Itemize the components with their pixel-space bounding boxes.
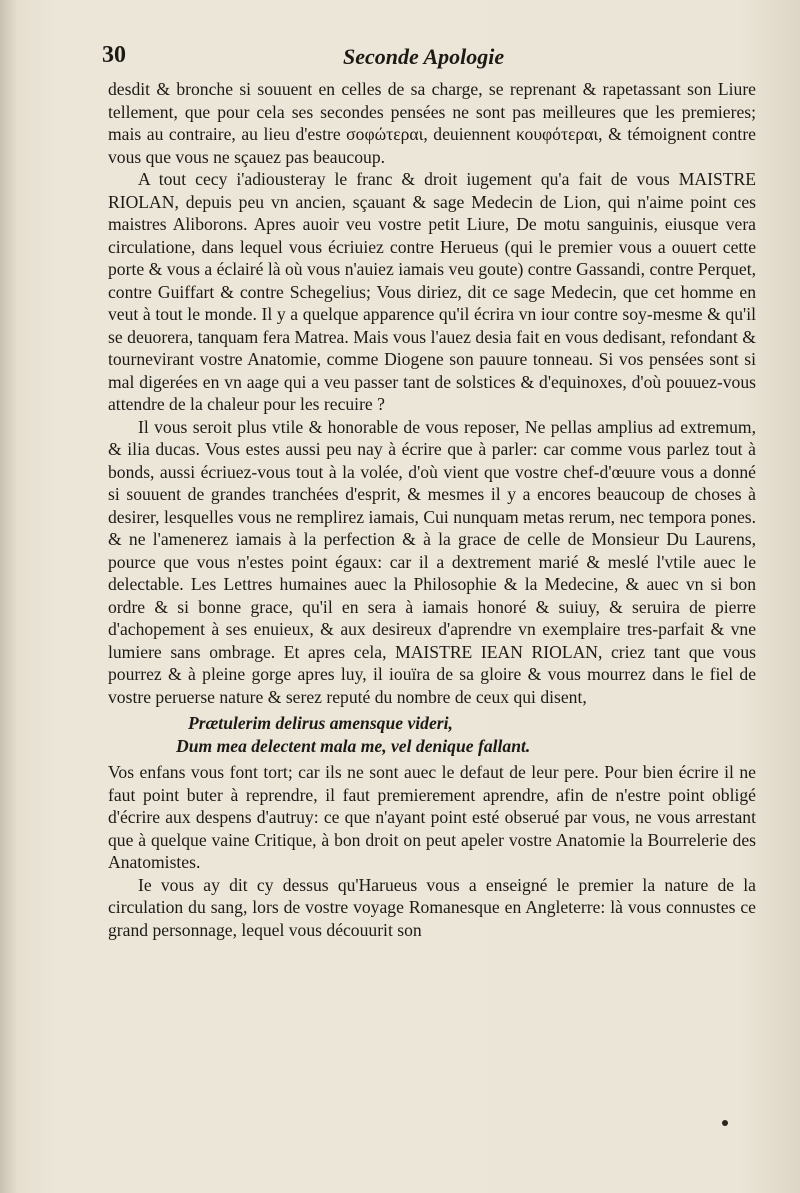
page-number: 30 [102, 42, 126, 68]
verse-line: Prætulerim delirus amensque videri, [188, 713, 453, 733]
running-title: Seconde Apologie [343, 44, 505, 69]
body-text [108, 78, 756, 941]
paragraph: Ie vous ay dit cy dessus qu'Harueus vous a enseigné le premier la nature de la circulation du sang, lors de vostre voyage Romanesque en Angleterre: là vous connustes ce grand personnage, lequel vous découurit son [108, 874, 756, 940]
ink-spot [722, 1120, 728, 1126]
verse-line: Dum mea delectent mala me, vel denique fallant. [176, 735, 531, 756]
verse-quotation [176, 712, 756, 757]
page-header [102, 42, 756, 72]
paragraph: A tout cecy i'adiousteray le franc & droit iugement qu'a fait de vous MAISTRE RIOLAN, depuis peu vn ancien, sçauant & sage Medecin de Lion, qui n'aime point ces maistres Aliborons. Apres auoir veu vostre petit Liure, De motu sanguinis, eiusque vera circulatione, dans lequel vous écriuiez contre Herueus (qui le premier vous a ouuert cette porte & vous a éclairé là où vous n'auiez iamais veu goute) contre Gassandi, contre Perquet, contre Guiffart & contre Schegelius; Vous diriez, dit ce sage Medecin, que cet homme en veut à tout le monde. Il y a quelque apparence qu'il écrira vn iour contre soy-mesme & qu'il se deuorera, tanquam fera Matrea. Mais vous l'auez desia fait en vous dedisant, refondant & tournevirant vostre Anatomie, comme Diogene son pauure tonneau. Si vos pensées sont si mal digerées en vn aage qui a veu passer tant de solstices & d'equinoxes, d'où pouuez-vous attendre de la chaleur pour les recuire ? [108, 169, 756, 414]
paragraph: Vos enfans vous font tort; car ils ne sont auec le defaut de leur pere. Pour bien écrire il ne faut point buter à reprendre, il faut premierement aprendre, afin de n'estre point obligé d'écrire aux despens d'autruy: ce que n'ayant point esté obserué par vous, ne vous arrestant que à quelque vaine Critique, à bon droit on peut apeler vostre Anatomie la Bourrelerie des Anatomistes. [108, 762, 756, 872]
paragraph: desdit & bronche si souuent en celles de sa charge, se reprenant & rapetassant son Liure tellement, que pour cela ses secondes pensées ne sont pas meilleures que les premieres; mais au contraire, au lieu d'estre σοφώτεραι, deuiennent κουφότεραι, & témoignent contre vous que vous ne sçauez pas beaucoup. [108, 79, 756, 167]
paragraph: Il vous seroit plus vtile & honorable de vous reposer, Ne pellas amplius ad extremum, & ilia ducas. Vous estes aussi peu nay à écrire que à parler: car comme vous parlez tout à bonds, aussi écriuez-vous tout à la volée, d'où vient que vostre chef-d'œuure vous a donné si souuent de grandes tranchées d'esprit, & mesmes il y a encores beaucoup de choses à desirer, lesquelles vous ne remplirez iamais, Cui nunquam metas rerum, nec tempora pones. & ne l'amenerez iamais à la perfection & à la grace de celle de Monsieur Du Laurens, pource que vous n'estes point égaux: car il a dextrement marié & meslé l'vtile auec le delectable. Les Lettres humaines auec la Philosophie & la Medecine, & auec vn si bon ordre & si bonne grace, qu'il en sera à iamais honoré & suiuy, & seruira de pierre d'achopement à ses enuieux, & aux desireux d'aprendre vn exemplaire tres-parfait & vne lumiere sans ombrage. Et apres cela, MAISTRE IEAN RIOLAN, criez tant que vous pourrez & à pleine gorge apres luy, il iouïra de sa gloire & vous mourrez dans le fiel de vostre peruerse nature & serez reputé du nombre de ceux qui disent, [108, 416, 756, 707]
